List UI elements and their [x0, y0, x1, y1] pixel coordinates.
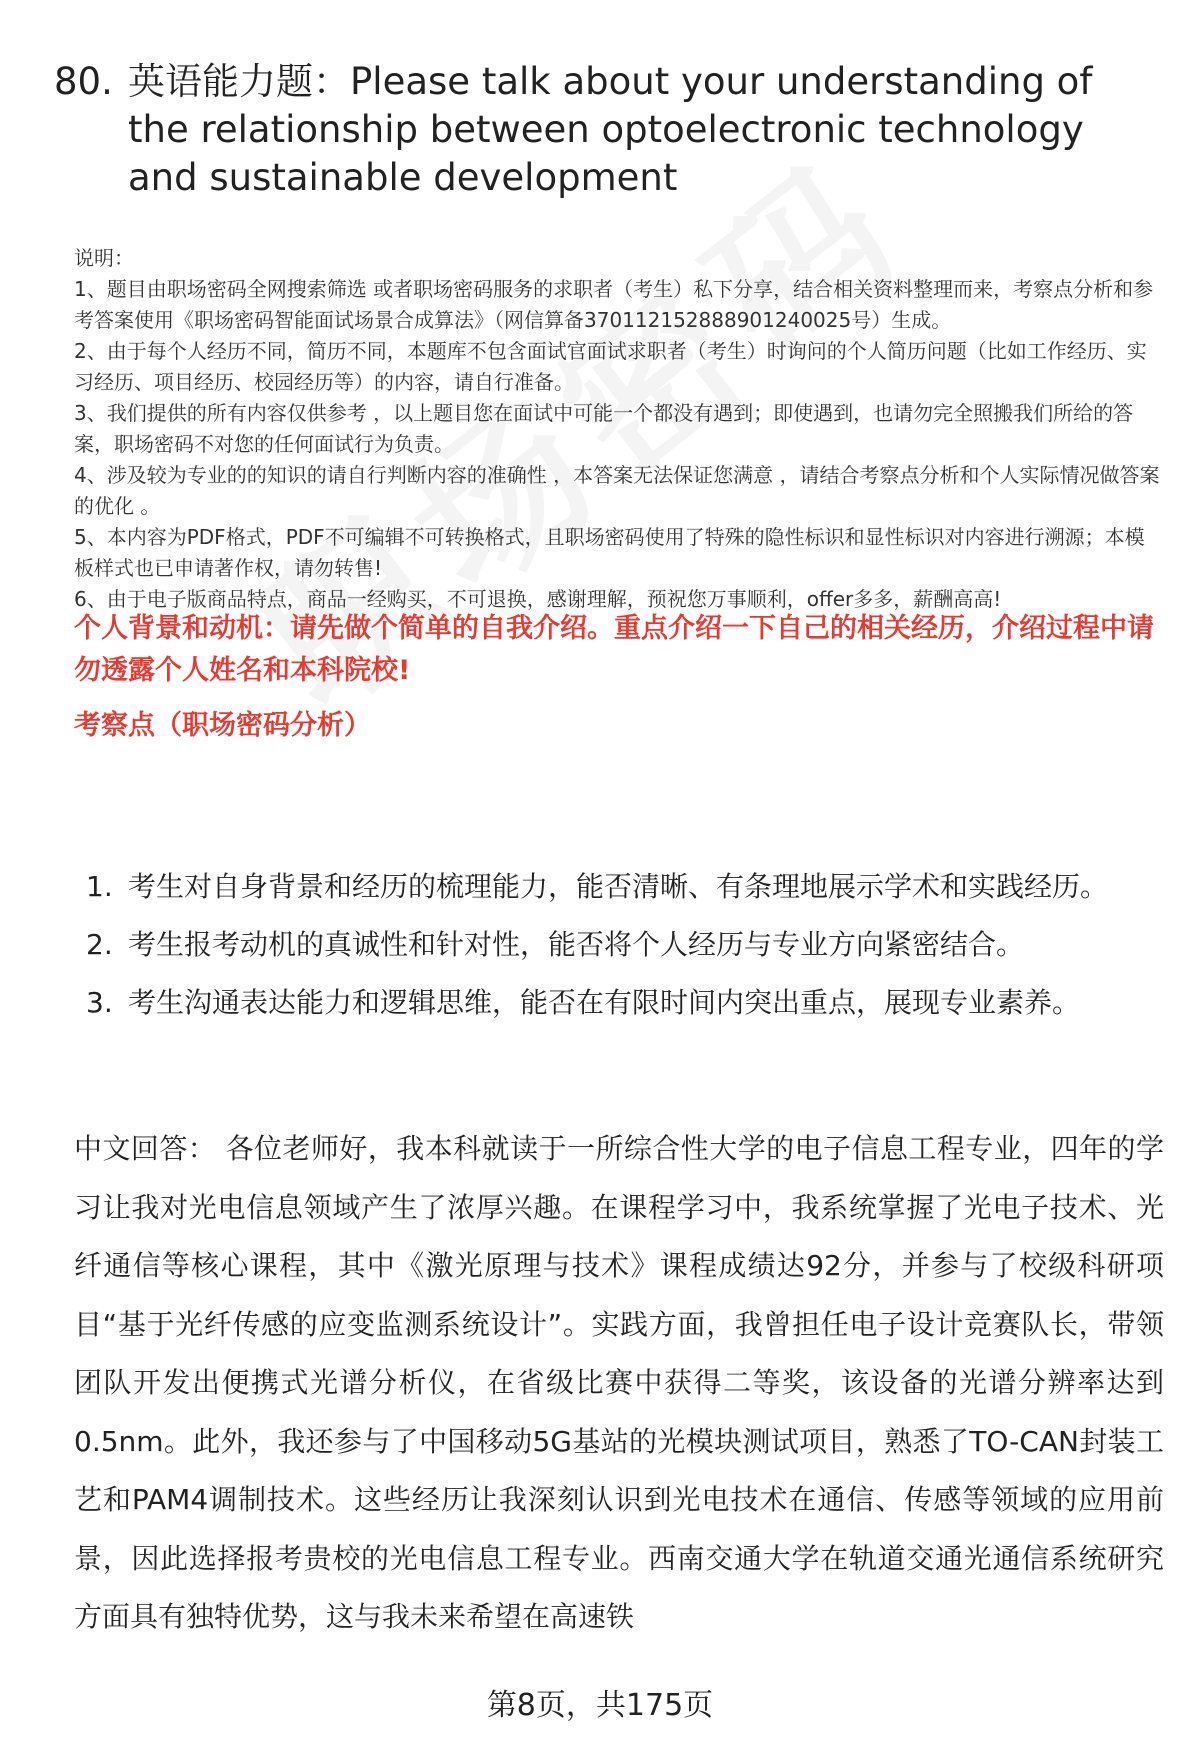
list-item-number: 2. — [86, 928, 113, 961]
page-footer: 第8页，共175页 — [486, 1688, 714, 1723]
list-item — [74, 858, 1164, 916]
list-item — [74, 974, 1164, 1032]
analysis-points-list — [74, 858, 1164, 1032]
question-text: 英语能力题：Please talk about your understanding of the relationship between optoelectronic technology and sustainable development — [128, 60, 1093, 199]
list-item-number: 3. — [86, 986, 113, 1019]
note-item: 4、涉及较为专业的的知识的请自行判断内容的准确性 ，本答案无法保证您满意 ，请结合考察点分析和个人实际情况做答案的优化 。 — [74, 463, 1160, 518]
list-item — [74, 916, 1164, 974]
note-item: 2、由于每个人经历不同，简历不同，本题库不包含面试官面试求职者（考生）时询问的个人简历问题（比如工作经历、实习经历、项目经历、校园经历等）的内容，请自行准备。 — [74, 339, 1147, 394]
list-item-text: 考生报考动机的真诚性和针对性，能否将个人经历与专业方向紧密结合。 — [128, 928, 1025, 961]
question-number: 80. — [54, 60, 113, 103]
answer-paragraph: 中文回答： 各位老师好，我本科就读于一所综合性大学的电子信息工程专业，四年的学习让我对光电信息领域产生了浓厚兴趣。在课程学习中，我系统掌握了光电子技术、光纤通信等核心课程，其中《激光原理与技术》课程成绩达92分，并参与了校级科研项目“基于光纤传感的应变监测系统设计”。实践方面，我曾担任电子设计竞赛队长，带领团队开发出便携式光谱分析仪，在省级比赛中获得二等奖，该设备的光谱分辨率达到0.5nm。此外，我还参与了中国移动5G基站的光模块测试项目，熟悉了TO-CAN封装工艺和PAM4调制技术。这些经历让我深刻认识到光电技术在通信、传感等领域的应用前景，因此选择报考贵校的光电信息工程专业。西南交通大学在轨道交通光通信系统研究方面具有独特优势，这与我未来希望在高速铁 — [74, 1132, 1164, 1633]
note-item: 3、我们提供的所有内容仅供参考 ，以上题目您在面试中可能一个都没有遇到；即使遇到，也请勿完全照搬我们所给的答案，职场密码不对您的任何面试行为负责。 — [74, 401, 1134, 456]
question-title — [54, 58, 1164, 202]
notes-block — [74, 243, 1164, 615]
note-item: 6、由于电子版商品特点，商品一经购买，不可退换，感谢理解，预祝您万事顺利，offer多多，薪酬高高! — [74, 587, 1002, 611]
section-heading-background: 个人背景和动机：请先做个简单的自我介绍。重点介绍一下自己的相关经历，介绍过程中请勿透露个人姓名和本科院校! — [74, 613, 1154, 686]
note-item: 5、本内容为PDF格式，PDF不可编辑不可转换格式，且职场密码使用了特殊的隐性标识和显性标识对内容进行溯源；本模板样式也已申请著作权，请勿转售! — [74, 525, 1145, 580]
section-heading-analysis: 考察点（职场密码分析） — [74, 710, 371, 741]
list-item-text: 考生对自身背景和经历的梳理能力，能否清晰、有条理地展示学术和实践经历。 — [128, 870, 1109, 903]
list-item-number: 1. — [86, 870, 113, 903]
list-item-text: 考生沟通表达能力和逻辑思维，能否在有限时间内突出重点，展现专业素养。 — [128, 986, 1081, 1019]
notes-label: 说明： — [74, 246, 134, 270]
note-item: 1、题目由职场密码全网搜索筛选 或者职场密码服务的求职者（考生）私下分享，结合相关资料整理而来，考察点分析和参考答案使用《职场密码智能面试场景合成算法》（网信算备370112152888901240025号）生成。 — [74, 277, 1154, 332]
